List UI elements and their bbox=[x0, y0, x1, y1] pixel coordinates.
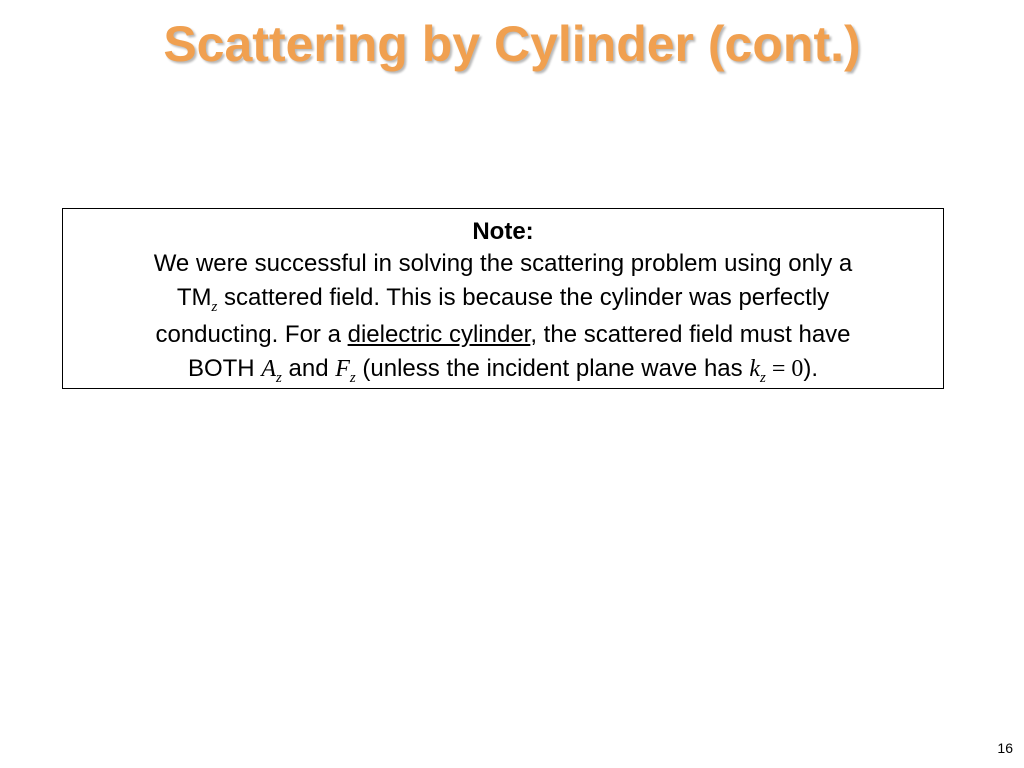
var-f-subscript: z bbox=[349, 370, 356, 386]
note-line-4-and: and bbox=[281, 355, 336, 382]
note-line-4 bbox=[63, 352, 943, 389]
page-number: 16 bbox=[997, 740, 1013, 756]
note-box bbox=[62, 208, 944, 389]
note-line-3 bbox=[63, 318, 943, 352]
note-line-4-prefix: BOTH bbox=[187, 355, 262, 382]
var-a-subscript: z bbox=[275, 370, 282, 386]
note-line-1-text: We were successful in solving the scattering problem using only a bbox=[153, 250, 853, 277]
dielectric-cylinder-text: dielectric cylinder bbox=[347, 321, 531, 348]
note-heading: Note: bbox=[472, 218, 534, 245]
var-a: A bbox=[261, 356, 276, 382]
tm-label: TM bbox=[176, 284, 212, 311]
note-line-2 bbox=[63, 281, 943, 318]
var-k: k bbox=[749, 356, 760, 382]
note-line-3-prefix: conducting. For a bbox=[155, 321, 348, 348]
var-f: F bbox=[335, 356, 350, 382]
tm-subscript: z bbox=[211, 299, 218, 315]
note-line-3-rest: , the scattered field must have bbox=[530, 321, 851, 348]
note-line-4-end: ). bbox=[803, 355, 819, 382]
slide-title: Scattering by Cylinder (cont.) bbox=[163, 16, 861, 72]
note-line-1 bbox=[63, 247, 943, 281]
note-line-4-mid: (unless the incident plane wave has bbox=[355, 355, 750, 382]
note-line-2-text: scattered field. This is because the cylinder was perfectly bbox=[217, 284, 830, 311]
var-k-subscript: z bbox=[759, 370, 766, 386]
equals-zero: = 0 bbox=[765, 356, 804, 382]
